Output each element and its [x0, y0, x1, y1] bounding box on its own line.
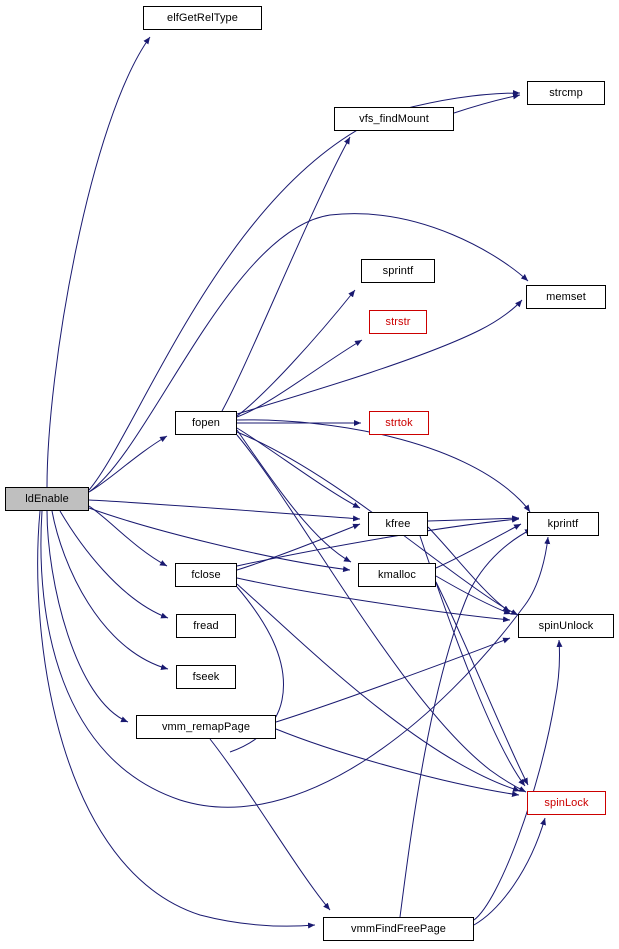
- node-memset[interactable]: memset: [526, 285, 606, 309]
- node-elfgetreltype[interactable]: elfGetRelType: [143, 6, 262, 30]
- node-sprintf[interactable]: sprintf: [361, 259, 435, 283]
- node-kprintf[interactable]: kprintf: [527, 512, 599, 536]
- node-vmmfindfreepage[interactable]: vmmFindFreePage: [323, 917, 474, 941]
- node-kmalloc[interactable]: kmalloc: [358, 563, 436, 587]
- node-vmm-remappage[interactable]: vmm_remapPage: [136, 715, 276, 739]
- node-fclose[interactable]: fclose: [175, 563, 237, 587]
- node-spinlock[interactable]: spinLock: [527, 791, 606, 815]
- node-strcmp[interactable]: strcmp: [527, 81, 605, 105]
- node-fread[interactable]: fread: [176, 614, 236, 638]
- node-vfs-findmount[interactable]: vfs_findMount: [334, 107, 454, 131]
- node-ldenable[interactable]: ldEnable: [5, 487, 89, 511]
- node-strstr[interactable]: strstr: [369, 310, 427, 334]
- node-spinunlock[interactable]: spinUnlock: [518, 614, 614, 638]
- node-strtok[interactable]: strtok: [369, 411, 429, 435]
- node-fseek[interactable]: fseek: [176, 665, 236, 689]
- node-kfree[interactable]: kfree: [368, 512, 428, 536]
- node-fopen[interactable]: fopen: [175, 411, 237, 435]
